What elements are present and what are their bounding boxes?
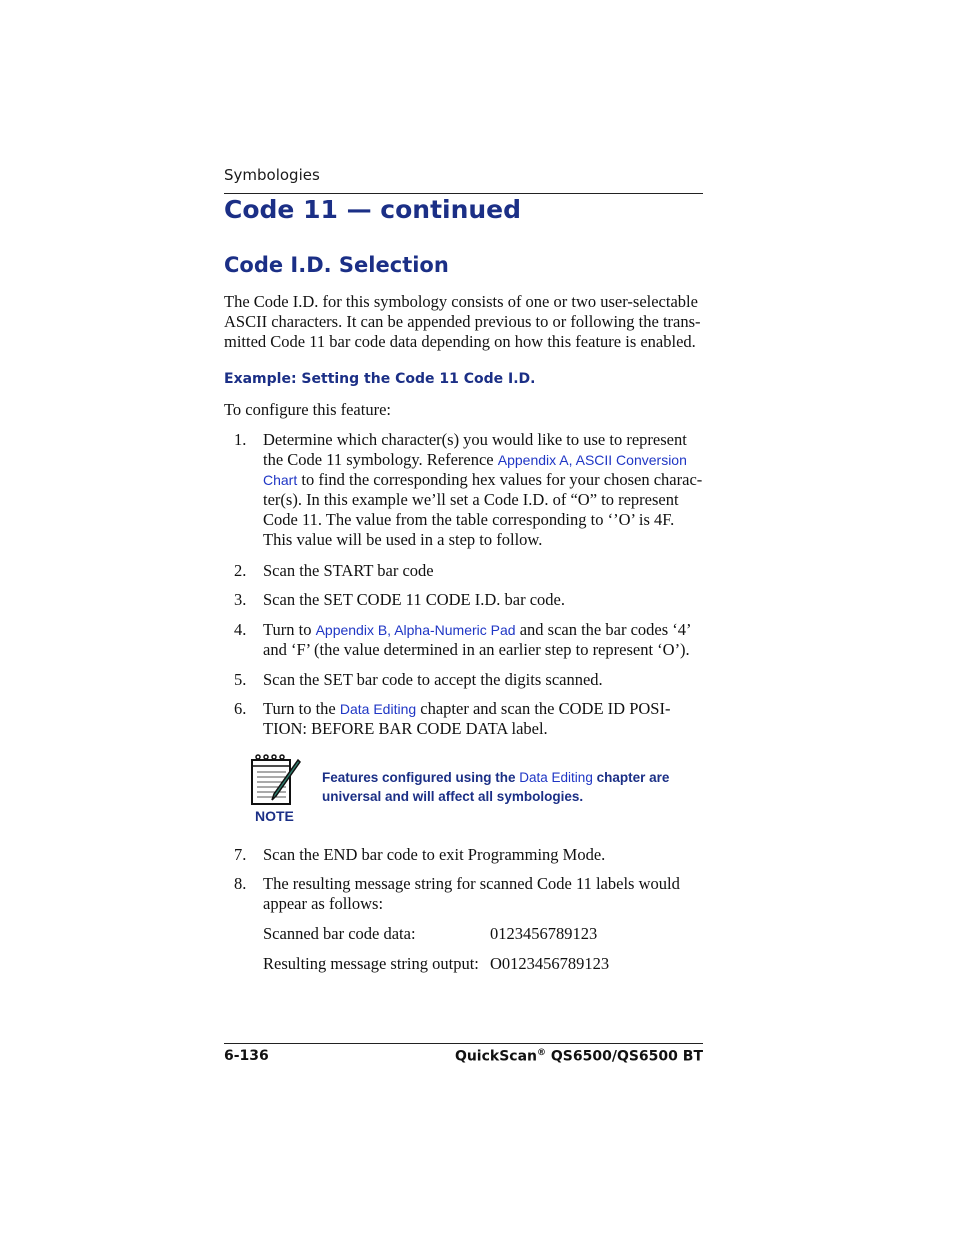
product-name: QuickScan® QS6500/QS6500 BT	[454, 1048, 703, 1065]
step-text: Determine which character(s) you would like to use to represent the Code 11 symbology. Reference Appendix A, ASCII Conversion Chart to find the corresponding hex values for your chosen charac-ter(s). In this example we’ll set a Code I.D. of “O” to represent Code 11. The value from the table corresponding to ‘’O’ is 4F. This value will be used in a step to follow.	[263, 430, 703, 549]
step-number: 4.	[234, 620, 247, 639]
step-text: Scan the END bar code to exit Programming Mode.	[263, 845, 606, 864]
footer-rule	[224, 1043, 703, 1044]
note-label: NOTE	[255, 808, 294, 824]
step-number: 6.	[234, 699, 247, 718]
note-data-editing-link[interactable]: Data Editing	[519, 770, 593, 785]
step-number: 2.	[234, 561, 247, 580]
data-editing-link[interactable]: Data Editing	[339, 701, 417, 717]
step-text: Turn to Appendix B, Alpha-Numeric Pad and scan the bar codes ‘4’ and ‘F’ (the value determined in an earlier step to represent ‘O’).	[263, 620, 691, 659]
step-number: 1.	[234, 430, 247, 449]
section-title: Code I.D. Selection	[224, 253, 449, 277]
intro-paragraph: The Code I.D. for this symbology consists of one or two user-selectable ASCII characters. It can be appended previous to or following the trans-mitted Code 11 bar code data depending on how this feature is enabled.	[224, 292, 701, 351]
step-number: 8.	[234, 874, 247, 893]
ascii-conversion-chart-link[interactable]: Appendix A, ASCII Conversion Chart	[263, 452, 687, 488]
chapter-title: Code 11 — continued	[224, 195, 522, 224]
step-text: Scan the SET CODE 11 CODE I.D. bar code.	[263, 590, 565, 609]
scanned-data-value: 0123456789123	[490, 924, 598, 943]
note-text: Features configured using the Data Editing chapter are universal and will affect all symbologies.	[322, 770, 670, 804]
step-number: 3.	[234, 590, 247, 609]
notepad-pen-icon	[248, 752, 304, 808]
step-text: Turn to the Data Editing chapter and scan the CODE ID POSI-TION: BEFORE BAR CODE DATA label.	[263, 699, 671, 738]
running-header-section: Symbologies	[224, 166, 320, 184]
step-text: Scan the SET bar code to accept the digits scanned.	[263, 670, 603, 689]
result-output-value: O0123456789123	[490, 954, 610, 973]
configure-text: To configure this feature:	[224, 400, 391, 419]
step-text: The resulting message string for scanned Code 11 labels would appear as follows:	[263, 874, 680, 913]
example-heading: Example: Setting the Code 11 Code I.D.	[224, 371, 536, 387]
page-number: 6-136	[224, 1048, 269, 1064]
step-number: 7.	[234, 845, 247, 864]
step-text: Scan the START bar code	[263, 561, 434, 580]
alpha-numeric-pad-link[interactable]: Appendix B, Alpha-Numeric Pad	[315, 622, 516, 638]
scanned-data-label: Scanned bar code data:	[263, 924, 416, 943]
step-number: 5.	[234, 670, 247, 689]
result-output-label: Resulting message string output:	[263, 954, 479, 973]
header-rule	[224, 193, 703, 194]
